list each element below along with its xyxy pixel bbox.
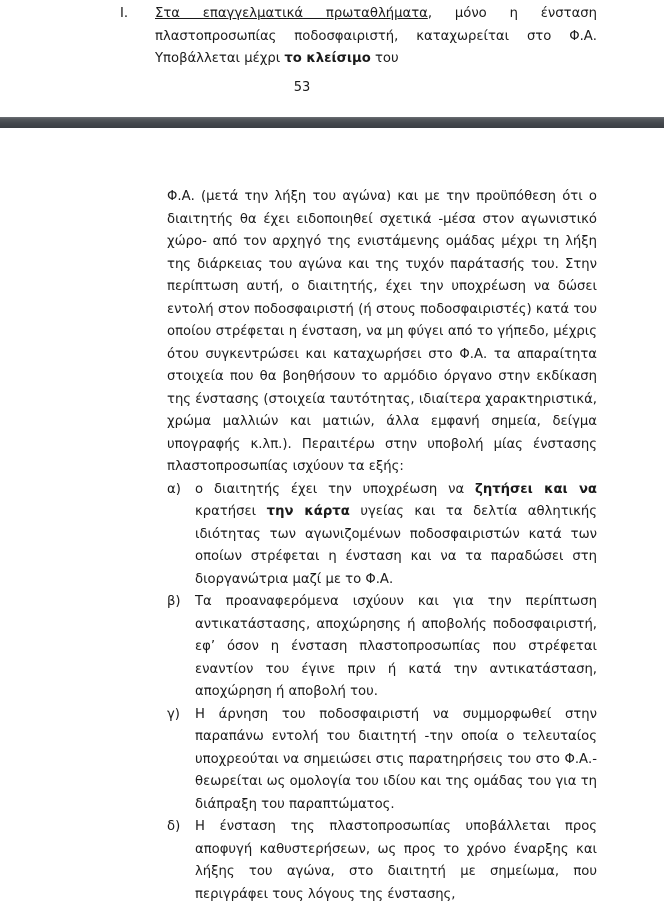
list-item-text: Η ένσταση της πλαστοπροσωπίας υποβάλλεται προς αποφυγή καθυστερήσεων, ως προς το χρόνο έναρξης και λήξης του αγώνα, στο διαιτητή με σημείωμα, που περιγράφει τους λόγους της ένστασης,	[195, 816, 597, 906]
page-number: 53	[0, 77, 604, 99]
list-item-marker: β)	[167, 591, 181, 614]
list-item-text: Τα προαναφερόμενα ισχύουν και για την περίπτωση αντικατάστασης, αποχώρησης ή αποβολής ποδοσφαιριστή, εφ’ όσον η ένσταση πλαστοπροσωπίας που στρέφεται εναντίον του έγινε πριν ή κατά την αντικατάσταση, αποχώρηση ή αποβολή του.	[195, 591, 597, 704]
list-item	[167, 591, 597, 704]
list-item-part-1: ο διαιτητής έχει την υποχρέωση να	[195, 482, 475, 497]
previous-page-fragment	[0, 0, 664, 99]
clause-text-after-heading: , μόνο η ένσταση πλαστοπροσωπίας ποδοσφαιριστή, καταχωρείται στο Φ.Α. Υποβάλλεται μέχρι	[155, 6, 597, 66]
list-item	[167, 816, 597, 906]
list-item-marker: α)	[167, 479, 181, 502]
list-item-bold-1: ζητήσει και να	[475, 482, 597, 497]
page-separator-band	[0, 117, 664, 128]
list-item-marker: γ)	[167, 704, 180, 727]
list-item-marker: δ)	[167, 816, 180, 839]
numbered-clause	[120, 3, 597, 71]
clause-heading: Στα επαγγελματικά πρωταθλήματα	[155, 6, 428, 21]
lettered-list	[167, 479, 597, 906]
list-item-bold-2: την κάρτα	[267, 504, 350, 519]
main-page-content	[0, 186, 664, 906]
clause-marker: I.	[120, 3, 128, 26]
list-item-text	[195, 479, 597, 592]
list-item	[167, 479, 597, 592]
main-paragraph: Φ.Α. (μετά την λήξη του αγώνα) και με την προϋπόθεση ότι ο διαιτητής θα έχει ειδοποιηθεί σχετικά -μέσα στον αγωνιστικό χώρο- από τον αρχηγό της ενιστάμενης ομάδας μέχρι τη λήξη της διάρκειας του αγώνα και της τυχόν παράτασής του. Στην περίπτωση αυτή, ο διαιτητής, έχει την υποχρέωση να δώσει εντολή στον ποδοσφαιριστή (ή στους ποδοσφαιριστές) κατά του οποίου στρέφεται η ένσταση, να μη φύγει από το γήπεδο, μέχρις ότου συγκεντρώσει και καταχωρήσει στο Φ.Α. τα απαραίτητα στοιχεία που θα βοηθήσουν το αρμόδιο όργανο στην εκδίκαση της ένστασης (στοιχεία ταυτότητας, ιδιαίτερα χαρακτηριστικά, χρώμα μαλλιών και ματιών, άλλα εμφανή σημεία, δείγμα υπογραφής κ.λπ.). Περαιτέρω στην υποβολή μίας ένστασης πλαστοπροσωπίας ισχύουν τα εξής:	[167, 186, 597, 479]
clause-text	[155, 3, 597, 71]
clause-bold-phrase: το κλείσιμο	[284, 51, 370, 66]
clause-text-tail: του	[371, 51, 399, 66]
list-item-part-2: κρατήσει	[195, 504, 267, 519]
list-item-text: Η άρνηση του ποδοσφαιριστή να συμμορφωθεί στην παραπάνω εντολή του διαιτητή -την οποία ο τελευταίος υποχρεούται να σημειώσει στις παρατηρήσεις του στο Φ.Α.- θεωρείται ως ομολογία του ιδίου και της ομάδας του για τη διάπραξη του παραπτώματος.	[195, 704, 597, 817]
list-item-part-3: υγείας και τα δελτία αθλητικής ιδιότητας των αγωνιζομένων ποδοσφαιριστών κατά των οποίων στρέφεται η ένσταση και να τα παραδώσει στη διοργανώτρια μαζί με το Φ.Α.	[195, 504, 597, 587]
list-item	[167, 704, 597, 817]
